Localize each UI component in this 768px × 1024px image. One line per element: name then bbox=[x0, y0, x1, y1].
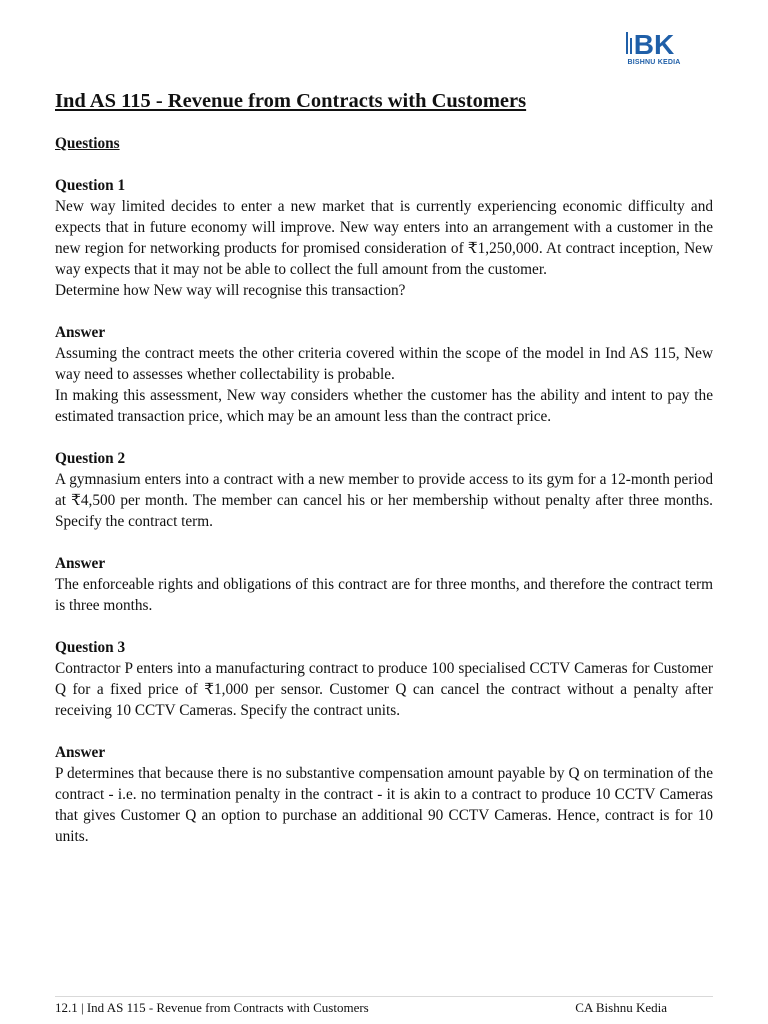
question-text: Contractor P enters into a manufacturing contract to produce 100 specialised CCTV Cameras for Customer Q for a fixed price of ₹1,000 per sensor. Customer Q can cancel the contract without a penalty after receiving 10 CCTV Cameras. Specify the contract units. bbox=[55, 660, 713, 719]
question-label: Question 3 bbox=[55, 639, 126, 656]
document-body bbox=[55, 88, 713, 868]
footer-page-info: 12.1 | Ind AS 115 - Revenue from Contracts with Customers bbox=[55, 1000, 369, 1015]
answer-3-block bbox=[55, 742, 713, 847]
answer-text: Assuming the contract meets the other criteria covered within the scope of the model in Ind AS 115, New way need to assesses whether collectability is probable. bbox=[55, 345, 713, 383]
question-text: New way limited decides to enter a new market that is currently experiencing economic difficulty and expects that in future economy will improve. New way enters into an arrangement with a customer in the new region for networking products for promised consideration of ₹1,250,000. At contract inception, New way expects that it may not be able to collect the full amount from the customer. bbox=[55, 198, 713, 278]
answer-2-block bbox=[55, 553, 713, 616]
logo-caption: BISHNU KEDIA bbox=[627, 59, 681, 66]
question-label: Question 2 bbox=[55, 450, 126, 467]
question-3-block bbox=[55, 637, 713, 721]
question-1-block bbox=[55, 175, 713, 301]
footer-author: CA Bishnu Kedia bbox=[575, 1000, 667, 1015]
answer-text: P determines that because there is no substantive compensation amount payable by Q on termination of the contract - i.e. no termination penalty in the contract - it is akin to a contract to produce 10 CCTV Cameras that gives Customer Q an option to purchase an additional 90 CCTV Cameras. Hence, contract is for 10 units. bbox=[55, 765, 713, 845]
answer-label: Answer bbox=[55, 744, 106, 761]
question-2-block bbox=[55, 448, 713, 532]
question-text: A gymnasium enters into a contract with a new member to provide access to its gym for a 12-month period at ₹4,500 per month. The member can cancel his or her membership without penalty after three months. Specify the contract term. bbox=[55, 471, 713, 530]
answer-label: Answer bbox=[55, 555, 106, 572]
answer-label: Answer bbox=[55, 324, 106, 341]
page-title: Ind AS 115 - Revenue from Contracts with Customers bbox=[55, 90, 527, 112]
question-label: Question 1 bbox=[55, 177, 126, 194]
logo-initials: BK bbox=[633, 29, 675, 58]
answer-text: In making this assessment, New way considers whether the customer has the ability and intent to pay the estimated transaction price, which may be an amount less than the contract price. bbox=[55, 387, 713, 425]
brand-logo bbox=[622, 28, 686, 72]
section-heading: Questions bbox=[55, 135, 120, 152]
answer-1-block bbox=[55, 322, 713, 427]
question-text: Determine how New way will recognise this transaction? bbox=[55, 282, 406, 299]
page-footer bbox=[55, 996, 713, 1016]
answer-text: The enforceable rights and obligations of this contract are for three months, and therefore the contract term is three months. bbox=[55, 576, 713, 614]
bk-logo-icon bbox=[622, 28, 686, 58]
